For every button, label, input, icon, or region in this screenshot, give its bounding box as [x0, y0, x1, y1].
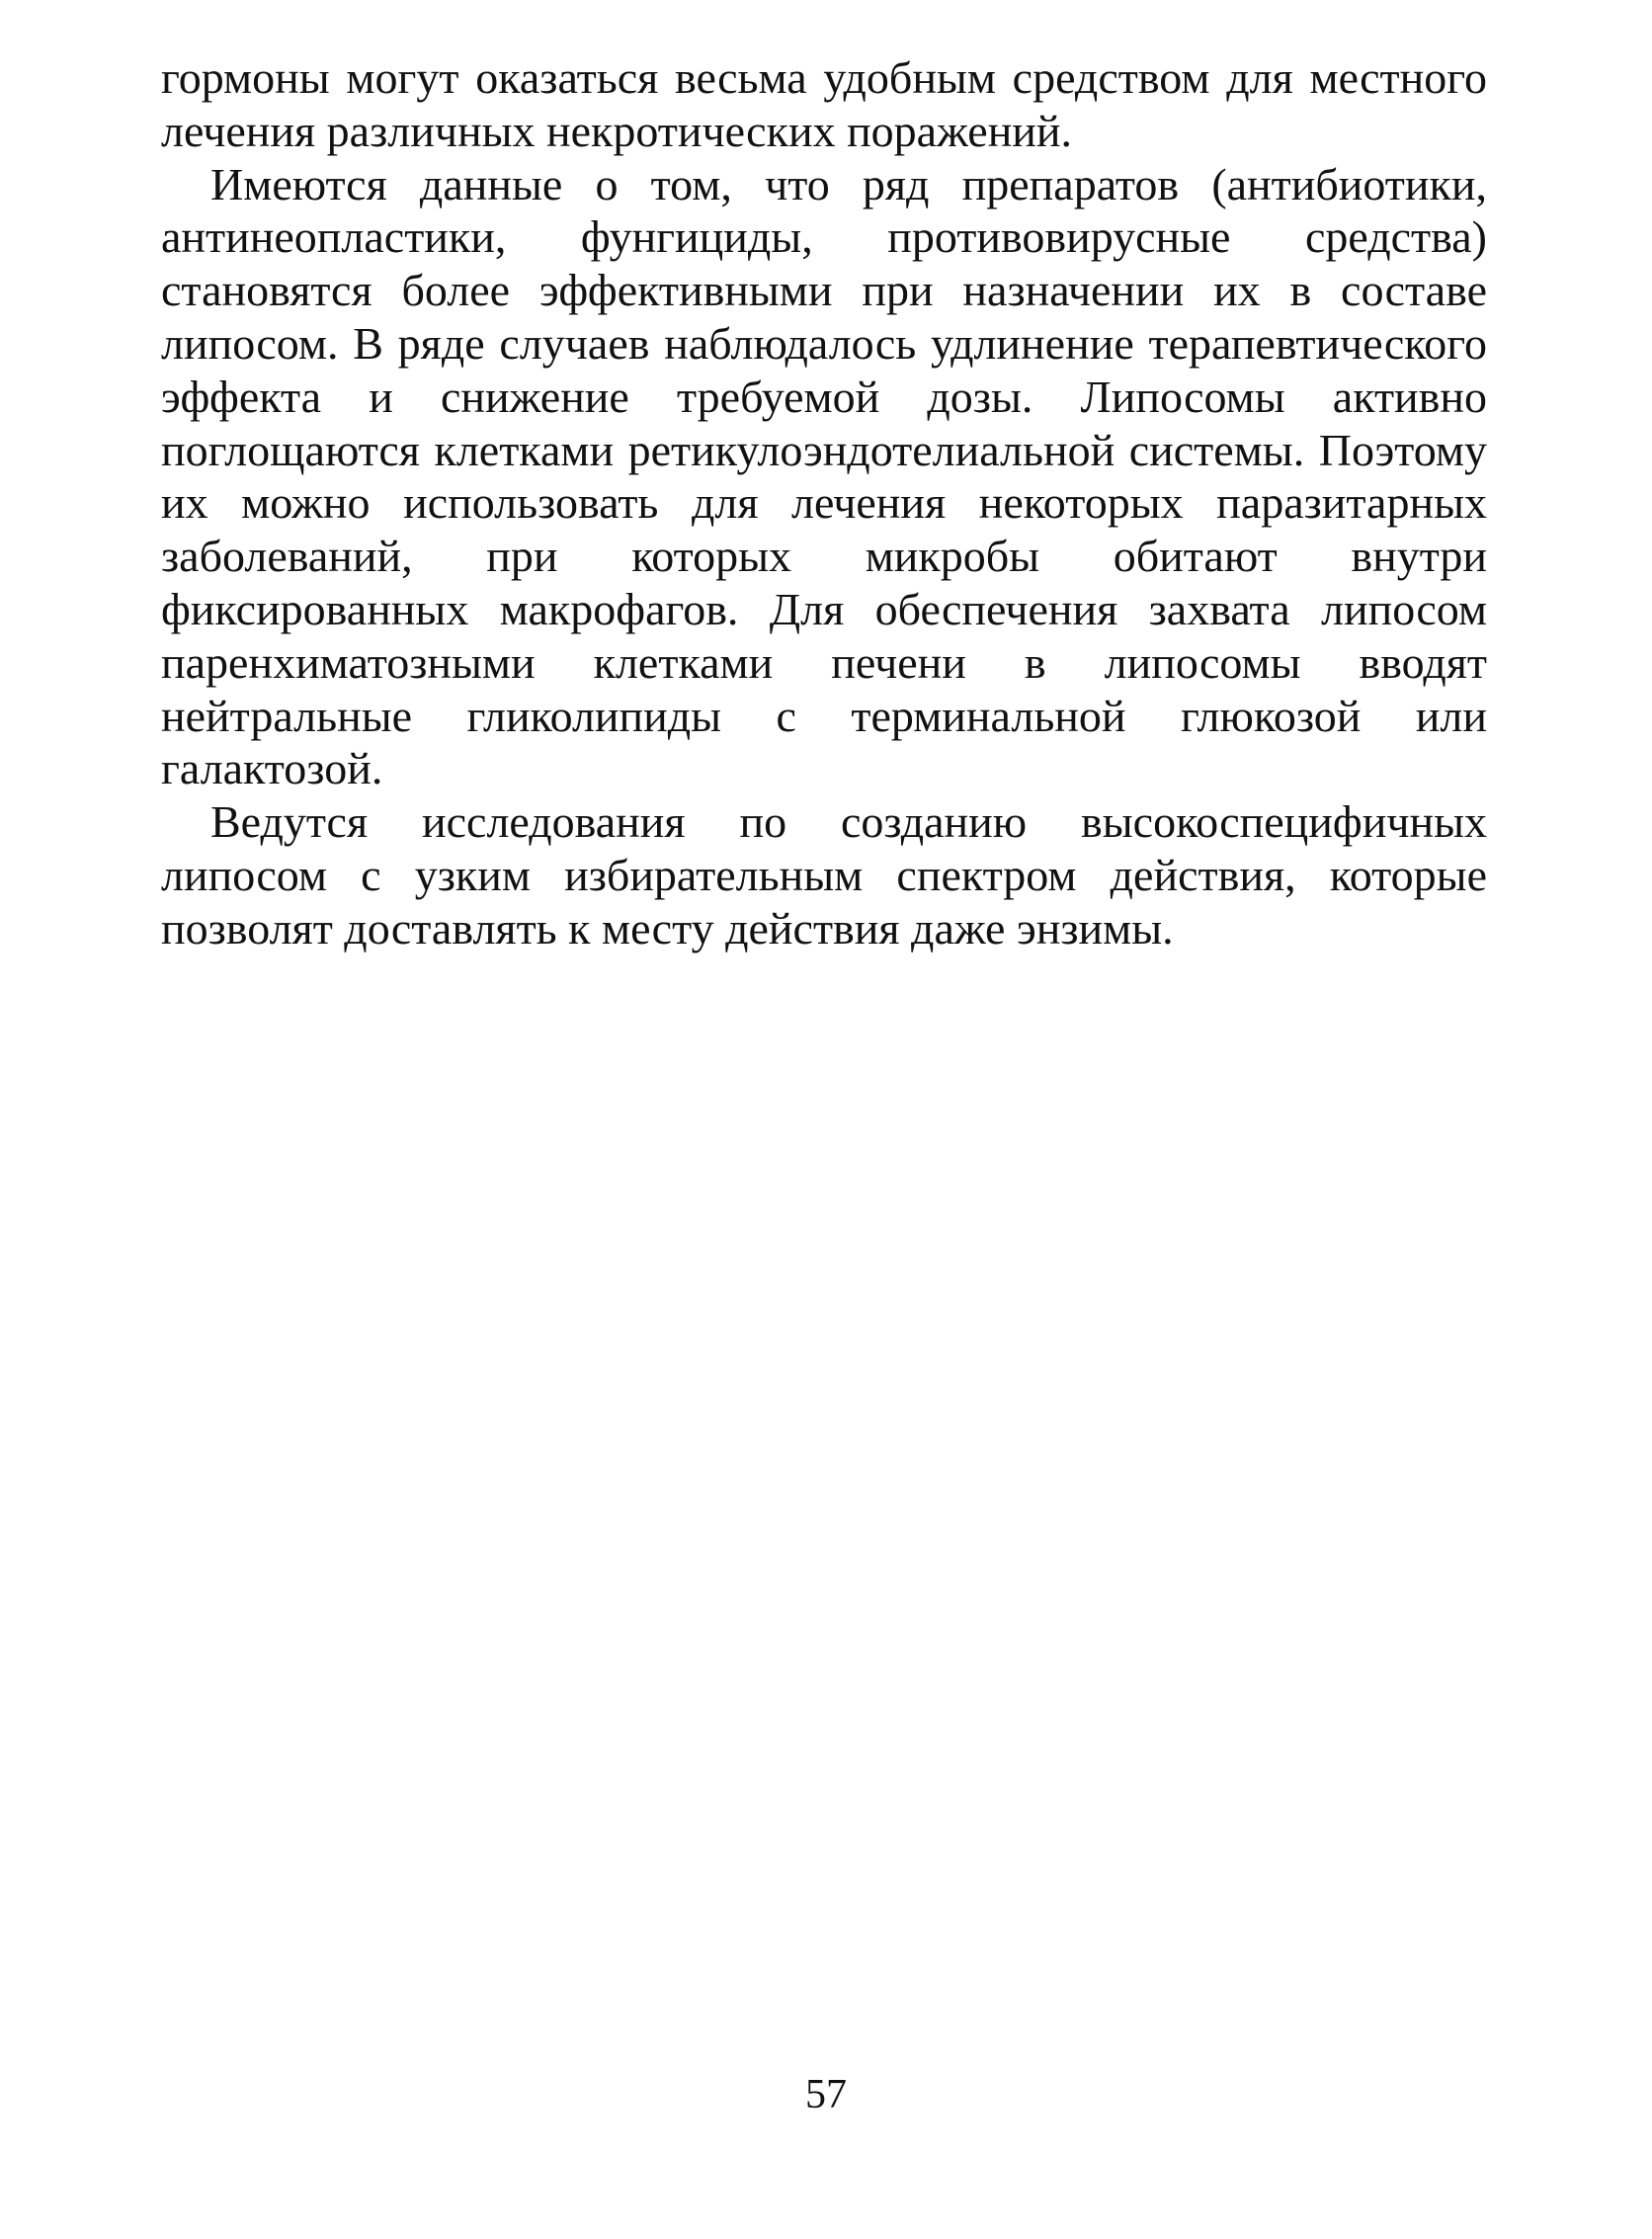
paragraph-research: Ведутся исследования по созданию высокоспецифичных липосом с узким избирательным спектром действия, которые позволят доставлять к месту действия даже энзимы.: [161, 796, 1487, 954]
paragraph-continuation: гормоны могут оказаться весьма удобным средством для местного лечения различных некротических поражений.: [161, 52, 1487, 156]
paragraph-liposome-drugs: Имеются данные о том, что ряд препаратов (антибиотики, антинеопластики, фунгициды, противовирусные средства) становятся более эффективными при назначении их в составе липосом. В ряде случаев наблюдалось удлинение терапевтического эффекта и снижение требуемой дозы. Липосомы активно поглощаются клетками ретикулоэндотелиальной системы. Поэтому их можно использовать для лечения некоторых паразитарных заболеваний, при которых микробы обитают внутри фиксированных макрофагов. Для обеспечения захвата липосом паренхиматозными клетками печени в липосомы вводят нейтральные гликолипиды с терминальной глюкозой или галактозой.: [161, 158, 1487, 794]
body-text: [161, 51, 1487, 955]
page-number: 57: [805, 2072, 847, 2117]
